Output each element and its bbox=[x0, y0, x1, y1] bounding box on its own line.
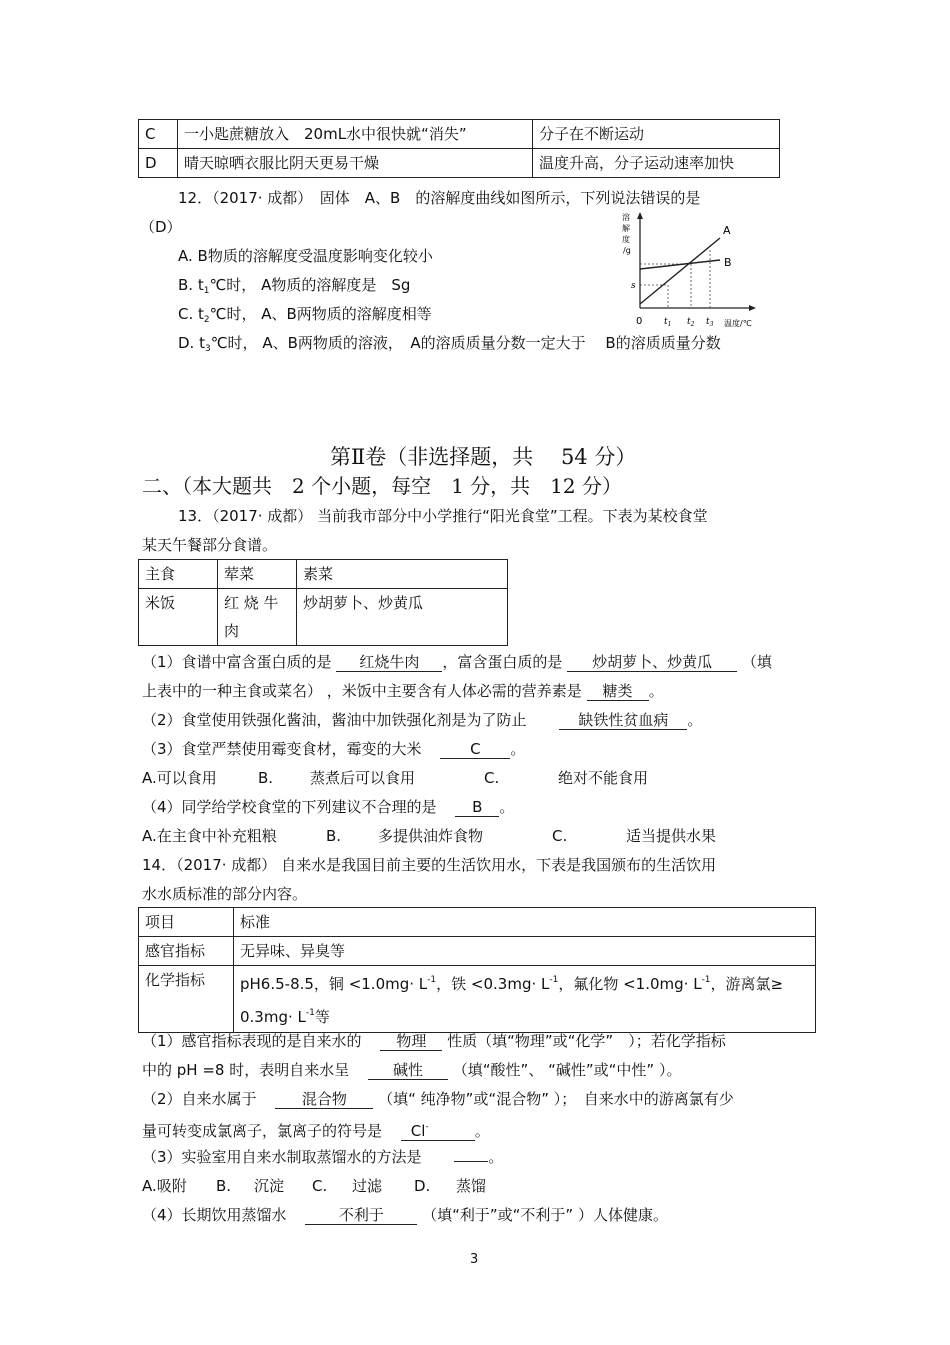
tick-t3: $t_3$ bbox=[706, 317, 714, 328]
standard-text: 等 bbox=[314, 1008, 330, 1026]
row-explanation: 分子在不断运动 bbox=[533, 120, 780, 149]
q13-p4-options bbox=[142, 826, 716, 846]
answer-blank: 混合物 bbox=[275, 1090, 373, 1109]
option: A.吸附 bbox=[142, 1177, 187, 1195]
header-cell: 素菜 bbox=[297, 560, 508, 589]
answer-blank: B bbox=[455, 798, 499, 817]
option: C. bbox=[552, 827, 568, 845]
answer-blank: C bbox=[440, 740, 510, 759]
q14-p2-end: 。 bbox=[474, 1122, 490, 1140]
q13-p3-options bbox=[142, 768, 648, 788]
option: 蒸馏 bbox=[456, 1177, 487, 1195]
q14-stem-2: 水水质标准的部分内容。 bbox=[142, 885, 308, 903]
option: B. bbox=[216, 1177, 232, 1195]
row-phenomenon: 晴天晾晒衣服比阴天更易干燥 bbox=[178, 149, 533, 178]
q13-p1-text: 上表中的一种主食或菜名） ，米饭中主要含有人体必需的营养素是 bbox=[142, 682, 582, 700]
chloride-symbol: Cl bbox=[410, 1122, 426, 1140]
answer-blank bbox=[401, 1118, 475, 1141]
option-c-prefix: C. t bbox=[178, 305, 204, 323]
q12-option-c bbox=[178, 304, 432, 330]
q14-p1-text: （填“酸性”、 “碱性”或“中性” ）。 bbox=[452, 1061, 682, 1079]
q13-p1-text: ，富含蛋白质的是 bbox=[442, 653, 563, 671]
origin-label: 0 bbox=[636, 316, 643, 327]
q13-p3 bbox=[142, 739, 525, 759]
chloride-charge: - bbox=[425, 1122, 429, 1132]
answer-blank: 缺铁性贫血病 bbox=[559, 711, 687, 730]
option: B. bbox=[258, 769, 274, 787]
q13-p3-end: 。 bbox=[510, 740, 526, 758]
answer-blank: 不利于 bbox=[305, 1206, 417, 1225]
curve-a bbox=[640, 238, 720, 304]
s-label: s bbox=[631, 281, 636, 291]
cell-line: 肉 bbox=[224, 622, 240, 640]
q13-p1-line2 bbox=[142, 681, 664, 701]
q14-p2-text: 量可转变成氯离子，氯离子的符号是 bbox=[142, 1122, 383, 1140]
row-letter: D bbox=[139, 149, 178, 178]
y-label-char: 度 bbox=[622, 235, 630, 244]
option: 多提供油炸食物 bbox=[378, 827, 484, 845]
q14-p2-text: （2）自来水属于 bbox=[142, 1090, 257, 1108]
solubility-graph bbox=[612, 208, 772, 334]
option: D. bbox=[414, 1177, 431, 1195]
q14-p2-line1 bbox=[142, 1089, 734, 1109]
header-cell: 荤菜 bbox=[218, 560, 297, 589]
standard-text: ，游离氯≥ bbox=[710, 975, 784, 993]
q12-option-b bbox=[178, 275, 410, 301]
q12-option-d bbox=[178, 333, 721, 359]
q14-p3-end: 。 bbox=[488, 1148, 504, 1166]
y-label-char: 解 bbox=[622, 224, 630, 233]
standard-text: ，铁 <0.3mg· L bbox=[436, 975, 550, 993]
tick-t2: $t_2$ bbox=[687, 317, 695, 328]
q13-p4-end: 。 bbox=[499, 798, 515, 816]
row-letter: C bbox=[139, 120, 178, 149]
q13-p1-text: （填 bbox=[741, 653, 772, 671]
standard-text: pH6.5-8.5，铜 <1.0mg· L bbox=[240, 975, 428, 993]
q12-option-a: A. B物质的溶解度受温度影响变化较小 bbox=[178, 247, 433, 265]
table-row bbox=[139, 560, 508, 589]
q13-p3-text: （3）食堂严禁使用霉变食材，霉变的大米 bbox=[142, 740, 422, 758]
table-row bbox=[139, 937, 816, 966]
q14-p3-text: （3）实验室用自来水制取蒸馏水的方法是 bbox=[142, 1148, 422, 1166]
answer-blank: 红烧牛肉 bbox=[336, 653, 442, 672]
row-explanation: 温度升高，分子运动速率加快 bbox=[533, 149, 780, 178]
standard-text: ，氟化物 <1.0mg· L bbox=[558, 975, 702, 993]
header-cell: 主食 bbox=[139, 560, 218, 589]
option-b-sub: 1 bbox=[203, 286, 210, 296]
curve-b bbox=[640, 260, 720, 269]
q14-p1-line1 bbox=[142, 1031, 726, 1051]
row-phenomenon: 一小匙蔗糖放入 20mL水中很快就“消失” bbox=[178, 120, 533, 149]
q13-stem-2: 某天午餐部分食谱。 bbox=[142, 536, 278, 554]
y-axis-arrow bbox=[637, 212, 643, 219]
q13-p1-line1 bbox=[142, 652, 772, 672]
top-table bbox=[138, 119, 780, 178]
option-d-prefix: D. t bbox=[178, 334, 205, 352]
cell: 米饭 bbox=[139, 589, 218, 646]
q13-stem-1: 13．（2017· 成都） 当前我市部分中小学推行“阳光食堂”工程。下表为某校食堂 bbox=[178, 507, 708, 525]
q13-p2-end: 。 bbox=[687, 711, 703, 729]
option: 蒸煮后可以食用 bbox=[310, 769, 416, 787]
table-row bbox=[139, 908, 816, 937]
q13-p4 bbox=[142, 797, 514, 817]
option: B. bbox=[326, 827, 342, 845]
q14-stem-1: 14．（2017· 成都） 自来水是我国目前主要的生活饮用水，下表是我国颁布的生活饮用 bbox=[142, 856, 717, 874]
q14-p4 bbox=[142, 1205, 668, 1225]
table-row bbox=[139, 589, 508, 646]
option: 过滤 bbox=[352, 1177, 383, 1195]
section-title: 第Ⅱ卷（非选择题，共 54 分） bbox=[330, 445, 637, 469]
q14-p1-text: 中的 pH =8 时，表明自来水呈 bbox=[142, 1061, 350, 1079]
water-standard-table bbox=[138, 907, 816, 1033]
option: A.在主食中补充粗粮 bbox=[142, 827, 277, 845]
option: 适当提供水果 bbox=[626, 827, 717, 845]
q13-p2-text: （2）食堂使用铁强化酱油，酱油中加铁强化剂是为了防止 bbox=[142, 711, 527, 729]
q12-stem: 12．（2017· 成都） 固体 A、B 的溶解度曲线如图所示，下列说法错误的是 bbox=[178, 189, 701, 207]
q14-p1-line2 bbox=[142, 1060, 681, 1080]
q12-answer: （D） bbox=[140, 218, 182, 236]
x-axis-arrow bbox=[749, 305, 756, 311]
option: 沉淀 bbox=[254, 1177, 285, 1195]
cell: 无异味、异臭等 bbox=[234, 937, 816, 966]
standard-text: 0.3mg· L bbox=[240, 1008, 306, 1026]
q14-p2-line2 bbox=[142, 1118, 490, 1141]
option-c-sub: 2 bbox=[203, 315, 210, 325]
option-b-suffix: ℃时， A物质的溶解度是 Sg bbox=[209, 276, 411, 294]
q14-p1-text: 性质（填“物理”或“化学” ）；若化学指标 bbox=[447, 1032, 726, 1050]
part2-heading: 二、（本大题共 2 个小题，每空 1 分，共 12 分） bbox=[142, 474, 622, 498]
q13-p1-text: （1）食谱中富含蛋白质的是 bbox=[142, 653, 332, 671]
option-b-prefix: B. t bbox=[178, 276, 204, 294]
exponent: -1 bbox=[549, 975, 559, 985]
x-label: 温度/℃ bbox=[724, 319, 752, 328]
q13-p1-end: 。 bbox=[648, 682, 664, 700]
answer-blank: 炒胡萝卜、炒黄瓜 bbox=[567, 653, 737, 672]
exponent: -1 bbox=[305, 1008, 315, 1018]
curve-a-label: A bbox=[723, 224, 731, 237]
cell bbox=[218, 589, 297, 646]
cell: 化学指标 bbox=[139, 966, 234, 1033]
y-label-char: /g bbox=[623, 246, 631, 255]
option: C. bbox=[312, 1177, 328, 1195]
header-cell: 项目 bbox=[139, 908, 234, 937]
answer-blank: 糖类 bbox=[587, 682, 649, 701]
option-d-sub: 3 bbox=[204, 344, 211, 354]
q14-p3-options bbox=[142, 1176, 486, 1196]
cell-line: 红 烧 牛 bbox=[224, 594, 279, 612]
cell: 感官指标 bbox=[139, 937, 234, 966]
q13-p2 bbox=[142, 710, 702, 730]
answer-blank: 碱性 bbox=[368, 1061, 448, 1080]
cell: 炒胡萝卜、炒黄瓜 bbox=[297, 589, 508, 646]
menu-table bbox=[138, 559, 508, 646]
exponent: -1 bbox=[427, 975, 437, 985]
table-row bbox=[139, 149, 780, 178]
q14-p4-text: （填“利于”或“不利于” ）人体健康。 bbox=[422, 1206, 668, 1224]
table-row bbox=[139, 120, 780, 149]
q14-p2-text: （填“ 纯净物”或“混合物” ）； 自来水中的游离氯有少 bbox=[378, 1090, 734, 1108]
option-c-suffix: ℃时， A、B两物质的溶解度相等 bbox=[209, 305, 432, 323]
tick-t1: $t_1$ bbox=[664, 317, 672, 328]
header-cell: 标准 bbox=[234, 908, 816, 937]
option: C. bbox=[484, 769, 500, 787]
q14-p1-text: （1）感官指标表现的是自来水的 bbox=[142, 1032, 362, 1050]
curve-b-label: B bbox=[724, 256, 732, 269]
answer-blank: 物理 bbox=[380, 1032, 442, 1051]
exponent: -1 bbox=[701, 975, 711, 985]
y-label-char: 溶 bbox=[622, 213, 630, 222]
option: A.可以食用 bbox=[142, 769, 217, 787]
answer-blank bbox=[454, 1161, 488, 1162]
q13-p4-text: （4）同学给学校食堂的下列建议不合理的是 bbox=[142, 798, 437, 816]
option-d-suffix: ℃时， A、B两物质的溶液， A的溶质质量分数一定大于 B的溶质质量分数 bbox=[210, 334, 721, 352]
option: 绝对不能食用 bbox=[558, 769, 649, 787]
q14-p4-text: （4）长期饮用蒸馏水 bbox=[142, 1206, 287, 1224]
page-number: 3 bbox=[470, 1252, 479, 1267]
cell bbox=[234, 966, 816, 1033]
table-row bbox=[139, 966, 816, 1033]
q14-p3 bbox=[142, 1147, 503, 1167]
